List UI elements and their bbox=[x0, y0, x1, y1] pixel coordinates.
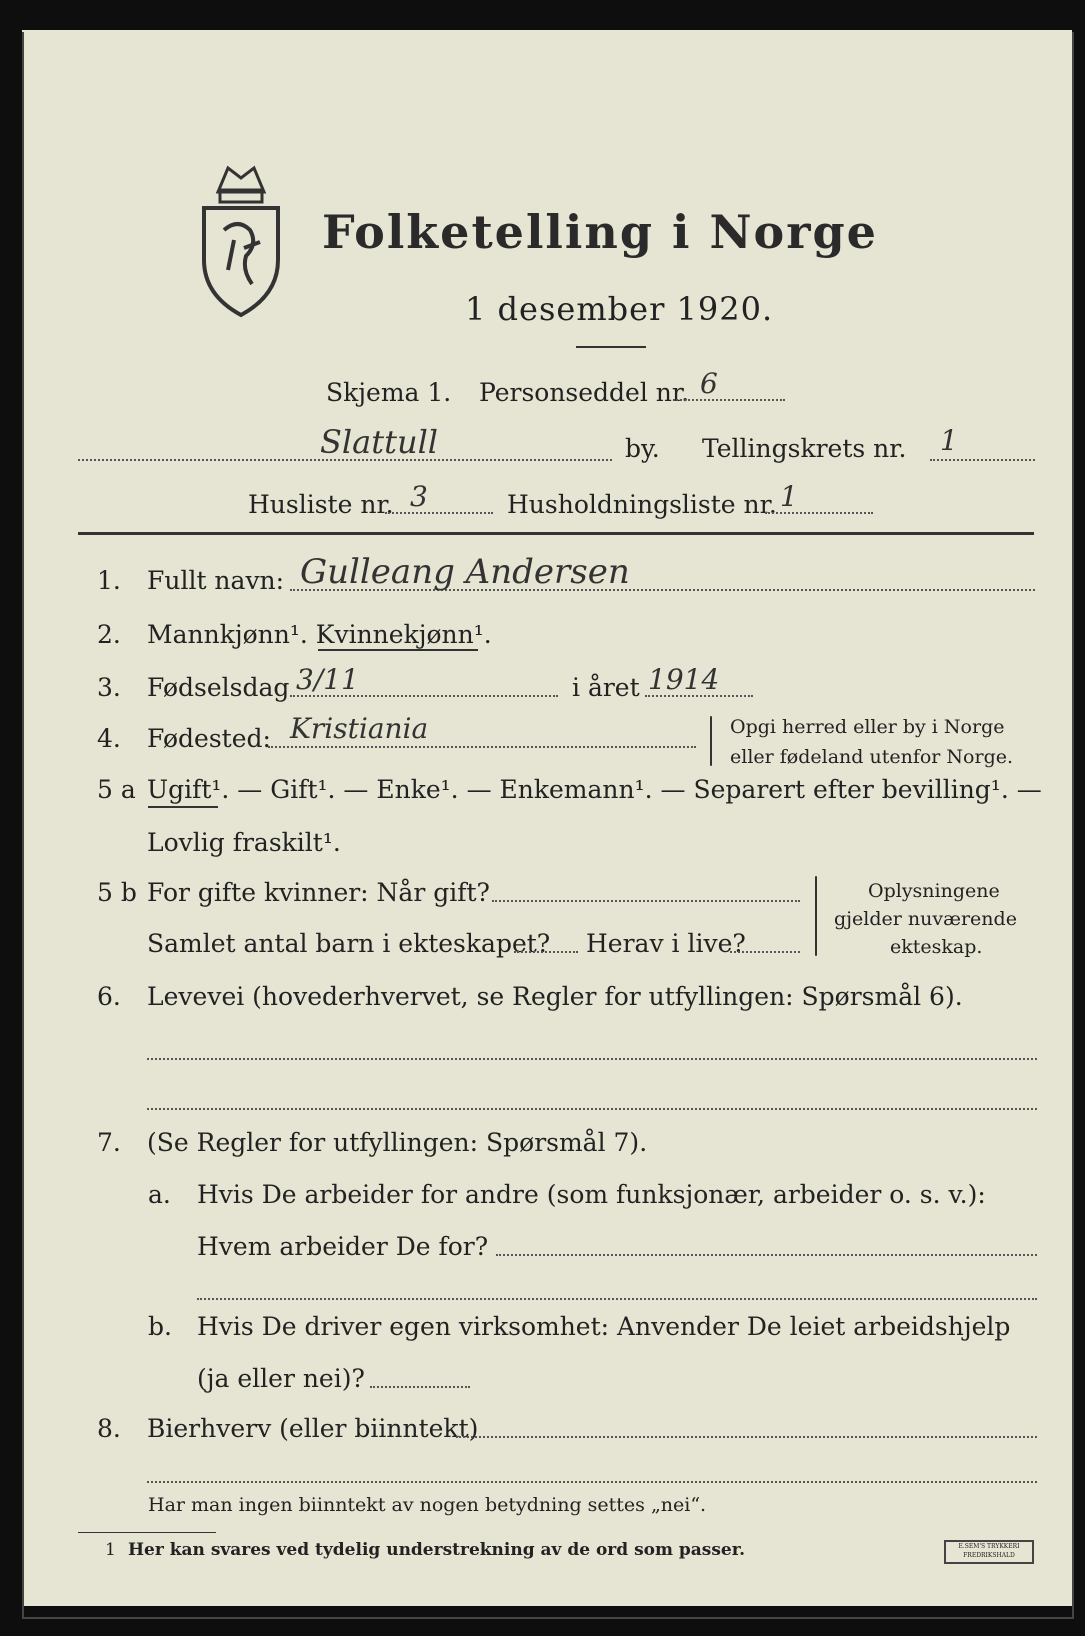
q7a-letter: a. bbox=[148, 1180, 171, 1209]
q4-note-line1: Opgi herred eller by i Norge bbox=[730, 716, 1005, 738]
form-title: Folketelling i Norge bbox=[322, 205, 878, 259]
tellingskrets-line bbox=[930, 459, 1035, 461]
q7a-line2[interactable] bbox=[197, 1298, 1037, 1300]
q7b-yesno-line[interactable] bbox=[370, 1386, 470, 1388]
scan-border-left bbox=[0, 0, 22, 1636]
sheet-frame bbox=[22, 32, 1074, 1619]
q6-label: Levevei (hovederhvervet, se Regler for utfyllingen: Spørsmål 6). bbox=[147, 982, 963, 1011]
footnote-rule bbox=[78, 1532, 216, 1533]
tellingskrets-value[interactable]: 1 bbox=[940, 424, 958, 457]
q4-value[interactable]: Kristiania bbox=[290, 712, 429, 745]
q6-line1[interactable] bbox=[147, 1058, 1037, 1060]
q5b-brace bbox=[815, 876, 817, 956]
husholdning-label: Husholdningsliste nr. bbox=[507, 490, 777, 519]
q2-label[interactable]: Mannkjønn¹. Kvinnekjønn¹. bbox=[147, 620, 492, 649]
footnote-mark: 1 bbox=[105, 1540, 116, 1560]
q5b-alive-label: Herav i live? bbox=[586, 929, 746, 958]
q3-year-value[interactable]: 1914 bbox=[648, 663, 720, 696]
q4-number: 4. bbox=[97, 724, 121, 753]
census-date: 1 desember 1920. bbox=[465, 290, 774, 328]
q6-number: 6. bbox=[97, 982, 121, 1011]
q8-line[interactable] bbox=[456, 1436, 1037, 1438]
q5b-note-line1: Oplysningene bbox=[868, 880, 1000, 902]
husliste-label: Husliste nr. bbox=[248, 490, 394, 519]
q5a-number: 5 a bbox=[97, 775, 136, 804]
scan-border-top bbox=[0, 0, 1085, 32]
q1-number: 1. bbox=[97, 566, 121, 595]
header-rule bbox=[78, 532, 1034, 535]
q5b-number: 5 b bbox=[97, 878, 137, 907]
q5b-note-line3: ekteskap. bbox=[890, 936, 983, 958]
q4-label: Fødested: bbox=[147, 724, 271, 753]
personseddel-label: Personseddel nr. bbox=[479, 378, 690, 407]
husliste-line bbox=[385, 512, 493, 514]
q4-brace bbox=[710, 716, 712, 766]
personseddel-value[interactable]: 6 bbox=[700, 367, 718, 400]
tellingskrets-label: Tellingskrets nr. bbox=[702, 434, 907, 463]
printer-stamp bbox=[944, 1540, 1034, 1564]
q2-number: 2. bbox=[97, 620, 121, 649]
city-value[interactable]: Slattull bbox=[320, 423, 439, 461]
husliste-value[interactable]: 3 bbox=[410, 480, 428, 513]
husholdning-value[interactable]: 1 bbox=[780, 480, 798, 513]
q3-number: 3. bbox=[97, 673, 121, 702]
q7b-yesno-label: (ja eller nei)? bbox=[197, 1364, 365, 1393]
q3-year-label: i året bbox=[572, 673, 640, 702]
schema-label: Skjema 1. bbox=[326, 378, 452, 407]
q8-label: Bierhverv (eller biinntekt) bbox=[147, 1414, 479, 1443]
printer-stamp-line1: E.SEM'S TRYKKERI bbox=[958, 1543, 1020, 1550]
q7-number: 7. bbox=[97, 1128, 121, 1157]
printer-stamp-line2: FREDRIKSHALD bbox=[963, 1552, 1015, 1559]
q5a-options[interactable]: Ugift¹. — Gift¹. — Enke¹. — Enkemann¹. — Separert efter bevilling¹. — bbox=[147, 775, 1042, 804]
q7a-employer-line[interactable] bbox=[496, 1254, 1037, 1256]
q8-line2[interactable] bbox=[147, 1481, 1037, 1483]
q8-note: Har man ingen biinntekt av nogen betydning settes „nei“. bbox=[148, 1494, 707, 1516]
q3-value[interactable]: 3/11 bbox=[296, 663, 359, 696]
q7b-label: Hvis De driver egen virksomhet: Anvender De leiet arbeidshjelp bbox=[197, 1312, 1011, 1341]
q5a-options-line2[interactable]: Lovlig fraskilt¹. bbox=[147, 828, 341, 857]
q2-underline bbox=[318, 649, 478, 651]
q5b-alive-line bbox=[730, 951, 800, 953]
q4-note-line2: eller fødeland utenfor Norge. bbox=[730, 746, 1014, 768]
q5b-children-label: Samlet antal barn i ekteskapet? bbox=[147, 929, 551, 958]
coat-of-arms-icon bbox=[198, 160, 284, 320]
q1-label: Fullt navn: bbox=[147, 566, 285, 595]
q7-label: (Se Regler for utfyllingen: Spørsmål 7). bbox=[147, 1128, 648, 1157]
q6-line2[interactable] bbox=[147, 1108, 1037, 1110]
q8-number: 8. bbox=[97, 1414, 121, 1443]
q4-line bbox=[268, 746, 696, 748]
q1-value[interactable]: Gulleang Andersen bbox=[300, 552, 630, 592]
q7a-label: Hvis De arbeider for andre (som funksjonær, arbeider o. s. v.): bbox=[197, 1180, 986, 1209]
personseddel-line bbox=[673, 399, 785, 401]
q5a-underline bbox=[148, 806, 218, 808]
footnote-text: Her kan svares ved tydelig understrekning av de ord som passer. bbox=[128, 1540, 746, 1560]
q7b-letter: b. bbox=[148, 1312, 172, 1341]
q5b-married-line bbox=[492, 900, 800, 902]
q7a-employer-label: Hvem arbeider De for? bbox=[197, 1232, 489, 1261]
q5b-children-line bbox=[514, 951, 578, 953]
q5b-label: For gifte kvinner: Når gift? bbox=[147, 878, 490, 907]
by-label: by. bbox=[625, 434, 660, 463]
q5b-note-line2: gjelder nuværende bbox=[834, 908, 1017, 930]
title-divider bbox=[576, 346, 646, 348]
q3-label: Fødselsdag bbox=[147, 673, 290, 702]
